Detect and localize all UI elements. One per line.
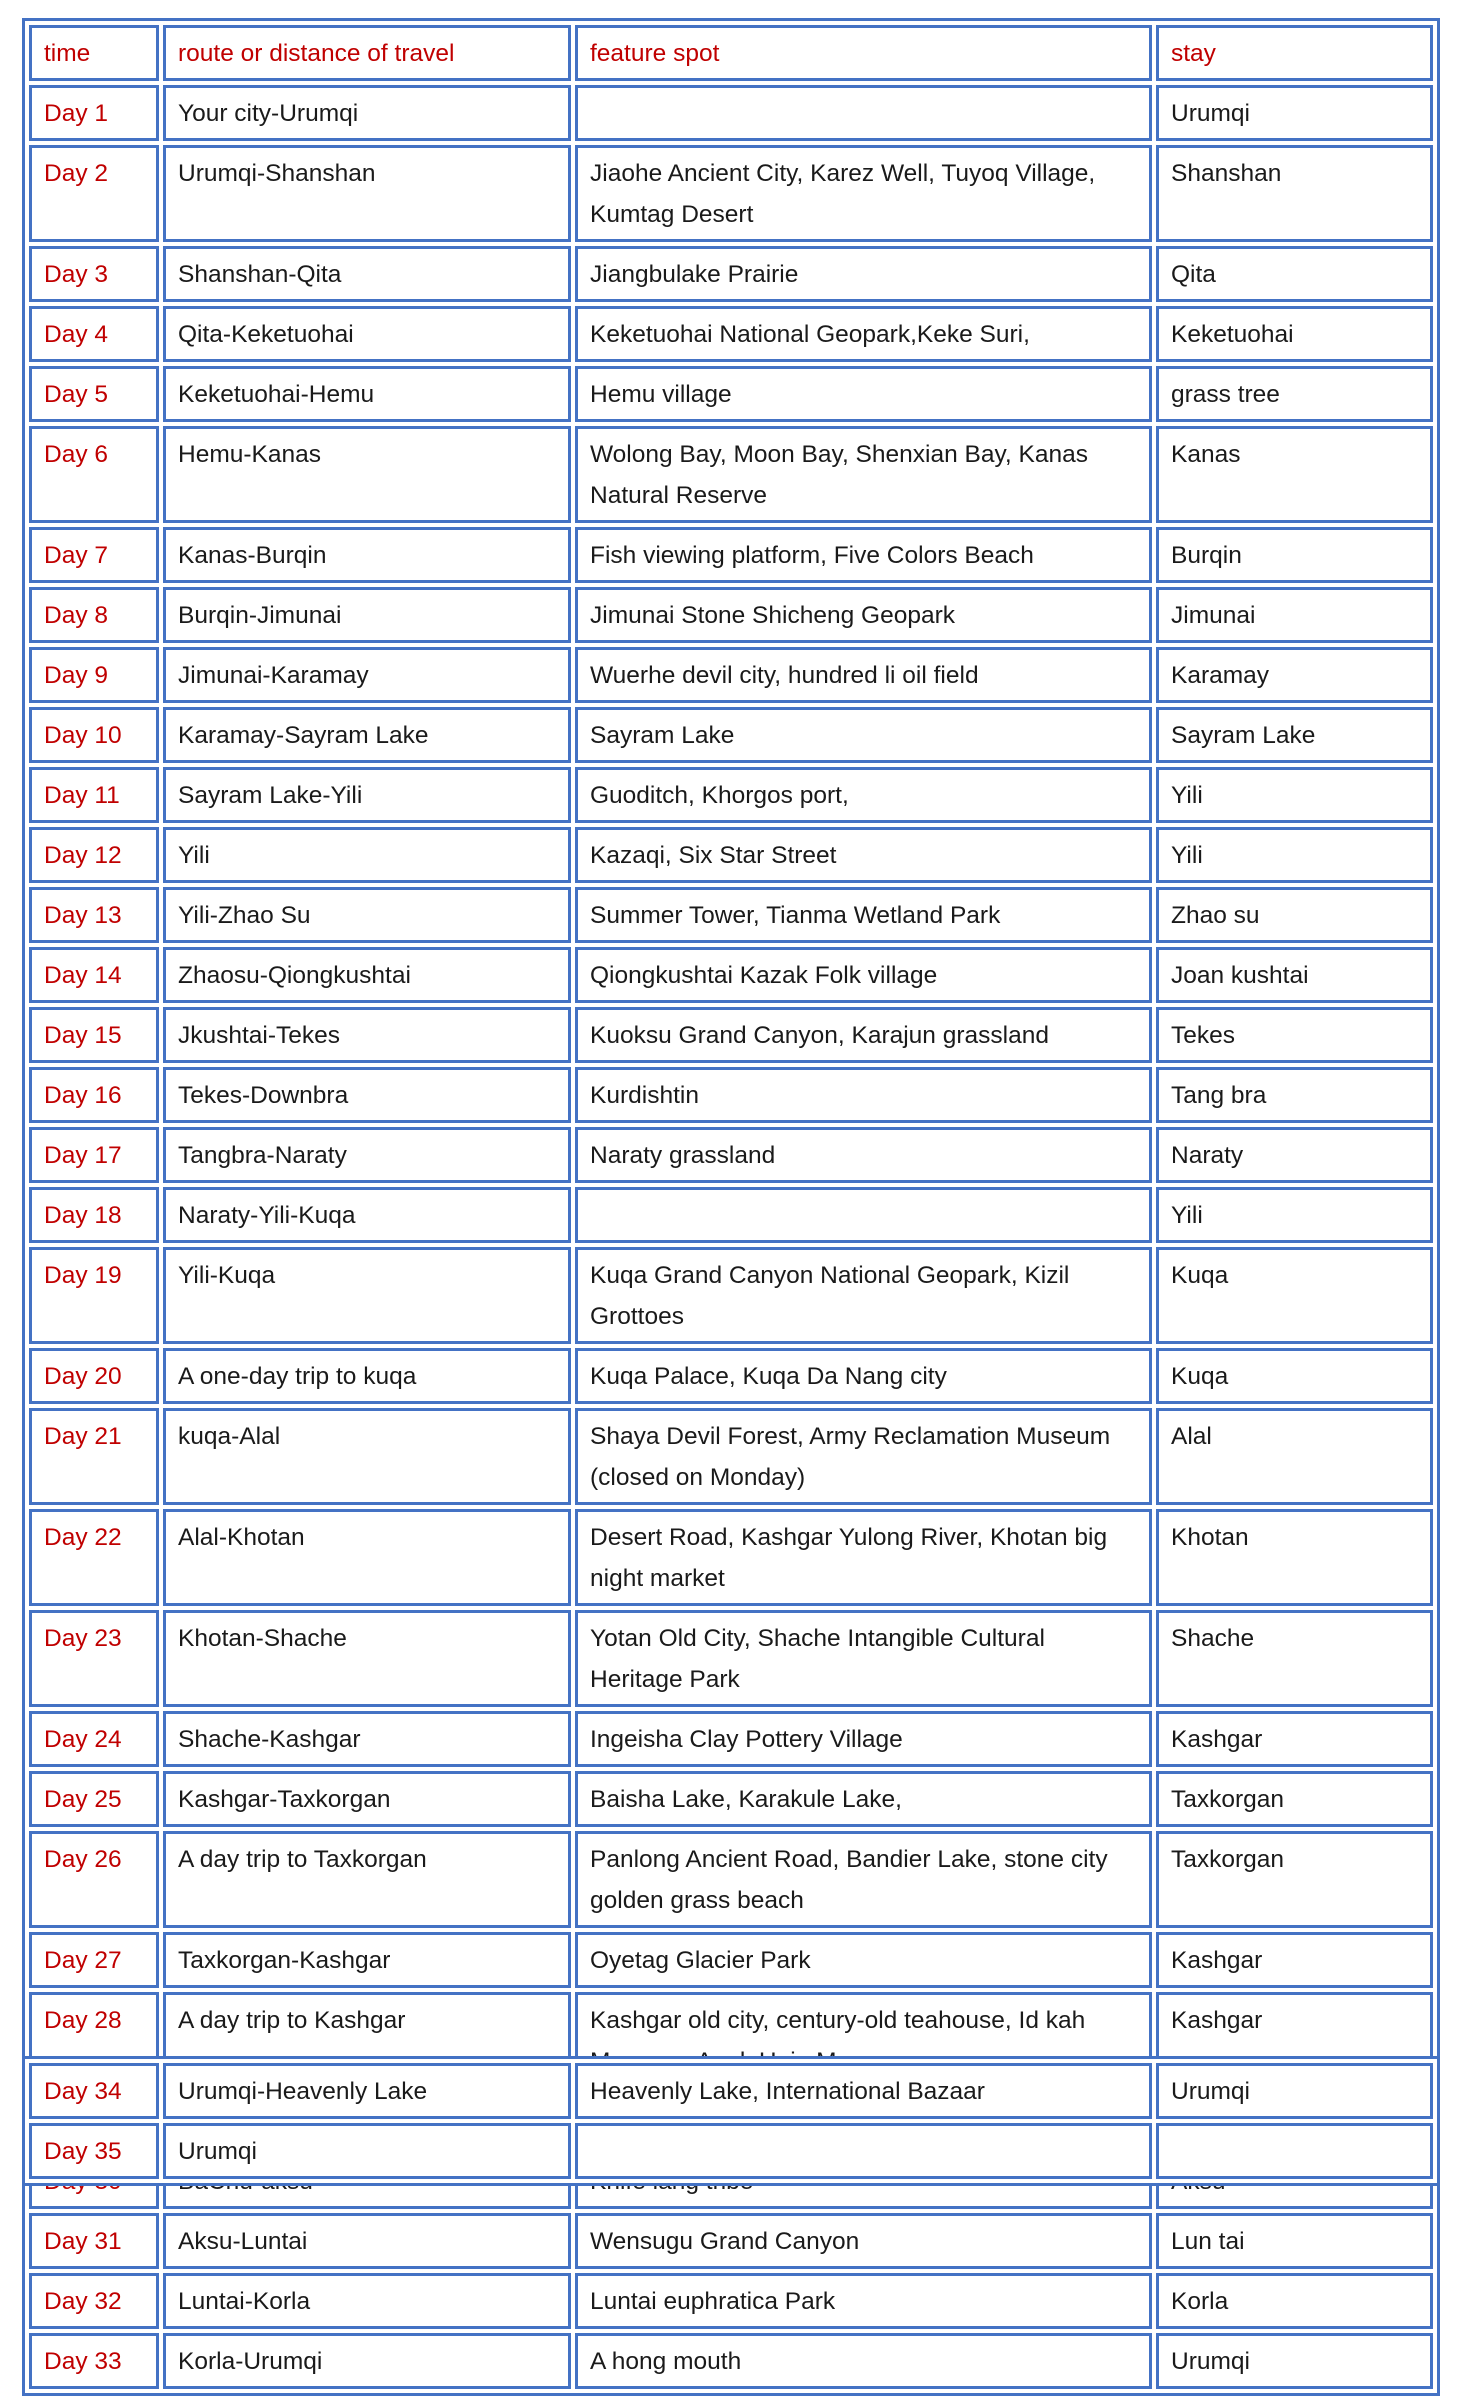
day-cell: Day 15	[29, 1007, 159, 1063]
route-cell: Yili	[163, 827, 571, 883]
route-cell: Tangbra-Naraty	[163, 1127, 571, 1183]
stay-cell: Karamay	[1156, 647, 1433, 703]
stay-cell: Alal	[1156, 1408, 1433, 1505]
table-row	[29, 1348, 1433, 1404]
table-row	[29, 1509, 1433, 1606]
day-cell: Day 3	[29, 246, 159, 302]
route-cell: Alal-Khotan	[163, 1509, 571, 1606]
table-row	[29, 647, 1433, 703]
spot-cell: Panlong Ancient Road, Bandier Lake, stone city golden grass beach	[575, 1831, 1152, 1928]
spot-cell: Yotan Old City, Shache Intangible Cultural Heritage Park	[575, 1610, 1152, 1707]
route-cell: Kashgar-Taxkorgan	[163, 1771, 571, 1827]
day-cell: Day 16	[29, 1067, 159, 1123]
route-cell: Korla-Urumqi	[163, 2333, 571, 2389]
route-cell: Hemu-Kanas	[163, 426, 571, 523]
table-row	[29, 1408, 1433, 1505]
header-time: time	[29, 25, 159, 81]
route-cell: Luntai-Korla	[163, 2273, 571, 2329]
spot-cell: Kuqa Grand Canyon National Geopark, Kizil Grottoes	[575, 1247, 1152, 1344]
route-cell: Shanshan-Qita	[163, 246, 571, 302]
table-row	[29, 366, 1433, 422]
table-row	[29, 527, 1433, 583]
day-cell: Day 32	[29, 2273, 159, 2329]
stay-cell: Qita	[1156, 246, 1433, 302]
header-row	[29, 25, 1433, 81]
route-cell: Sayram Lake-Yili	[163, 767, 571, 823]
route-cell: Urumqi	[163, 2123, 571, 2179]
stay-cell: Yili	[1156, 827, 1433, 883]
table-row	[29, 1247, 1433, 1344]
spot-cell: A hong mouth	[575, 2333, 1152, 2389]
spot-cell: Oyetag Glacier Park	[575, 1932, 1152, 1988]
table-row	[29, 1932, 1433, 1988]
stay-cell: Keketuohai	[1156, 306, 1433, 362]
table-row	[29, 1711, 1433, 1767]
route-cell: Urumqi-Heavenly Lake	[163, 2063, 571, 2119]
day-cell: Day 8	[29, 587, 159, 643]
day-cell: Day 26	[29, 1831, 159, 1928]
day-cell: Day 23	[29, 1610, 159, 1707]
spot-cell	[575, 1187, 1152, 1243]
stay-cell: Kuqa	[1156, 1247, 1433, 1344]
stay-cell: Yili	[1156, 1187, 1433, 1243]
route-cell: Tekes-Downbra	[163, 1067, 571, 1123]
table-row	[29, 767, 1433, 823]
day-cell: Day 7	[29, 527, 159, 583]
day-cell: Day 6	[29, 426, 159, 523]
stay-cell: Zhao su	[1156, 887, 1433, 943]
table-row	[29, 2063, 1433, 2119]
spot-cell: Luntai euphratica Park	[575, 2273, 1152, 2329]
stay-cell: Naraty	[1156, 1127, 1433, 1183]
day-cell: Day 2	[29, 145, 159, 242]
spot-cell: Wensugu Grand Canyon	[575, 2213, 1152, 2269]
table-row	[29, 2273, 1433, 2329]
stay-cell: Kashgar	[1156, 1711, 1433, 1767]
stay-cell: Sayram Lake	[1156, 707, 1433, 763]
route-cell: Kanas-Burqin	[163, 527, 571, 583]
route-cell: A one-day trip to kuqa	[163, 1348, 571, 1404]
stay-cell: Lun tai	[1156, 2213, 1433, 2269]
day-cell: Day 18	[29, 1187, 159, 1243]
spot-cell: Hemu village	[575, 366, 1152, 422]
header-spot: feature spot	[575, 25, 1152, 81]
table-row	[29, 587, 1433, 643]
table-row	[29, 426, 1433, 523]
spot-cell: Qiongkushtai Kazak Folk village	[575, 947, 1152, 1003]
spot-cell: Fish viewing platform, Five Colors Beach	[575, 527, 1152, 583]
table-row	[29, 2213, 1433, 2269]
spot-cell: Summer Tower, Tianma Wetland Park	[575, 887, 1152, 943]
route-cell: Yili-Zhao Su	[163, 887, 571, 943]
stay-cell	[1156, 2123, 1433, 2179]
itinerary-table-continued	[22, 2056, 1440, 2186]
spot-cell: Desert Road, Kashgar Yulong River, Khotan big night market	[575, 1509, 1152, 1606]
route-cell: Jkushtai-Tekes	[163, 1007, 571, 1063]
day-cell: Day 10	[29, 707, 159, 763]
day-cell: Day 27	[29, 1932, 159, 1988]
table-row	[29, 1007, 1433, 1063]
day-cell: Day 21	[29, 1408, 159, 1505]
itinerary-table	[22, 18, 1440, 2396]
spot-cell	[575, 85, 1152, 141]
day-cell: Day 34	[29, 2063, 159, 2119]
spot-cell: Jiaohe Ancient City, Karez Well, Tuyoq Village, Kumtag Desert	[575, 145, 1152, 242]
route-cell: Taxkorgan-Kashgar	[163, 1932, 571, 1988]
stay-cell: Yili	[1156, 767, 1433, 823]
spot-cell	[575, 2123, 1152, 2179]
stay-cell: Taxkorgan	[1156, 1831, 1433, 1928]
table-row	[29, 2333, 1433, 2389]
stay-cell: Urumqi	[1156, 2333, 1433, 2389]
table-row	[29, 1187, 1433, 1243]
day-cell: Day 33	[29, 2333, 159, 2389]
spot-cell: Kuoksu Grand Canyon, Karajun grassland	[575, 1007, 1152, 1063]
stay-cell: Kashgar	[1156, 1992, 1433, 2089]
header-stay: stay	[1156, 25, 1433, 81]
day-cell: Day 24	[29, 1711, 159, 1767]
spot-cell: Jimunai Stone Shicheng Geopark	[575, 587, 1152, 643]
stay-cell: Taxkorgan	[1156, 1771, 1433, 1827]
stay-cell: Tekes	[1156, 1007, 1433, 1063]
table-row	[29, 246, 1433, 302]
route-cell: Naraty-Yili-Kuqa	[163, 1187, 571, 1243]
spot-cell: Baisha Lake, Karakule Lake,	[575, 1771, 1152, 1827]
stay-cell: Kashgar	[1156, 1932, 1433, 1988]
spot-cell: Jiangbulake Prairie	[575, 246, 1152, 302]
day-cell: Day 20	[29, 1348, 159, 1404]
route-cell: Keketuohai-Hemu	[163, 366, 571, 422]
stay-cell: Kanas	[1156, 426, 1433, 523]
route-cell: Zhaosu-Qiongkushtai	[163, 947, 571, 1003]
day-cell: Day 14	[29, 947, 159, 1003]
spot-cell: Wuerhe devil city, hundred li oil field	[575, 647, 1152, 703]
route-cell: Jimunai-Karamay	[163, 647, 571, 703]
stay-cell: Shanshan	[1156, 145, 1433, 242]
stay-cell: Khotan	[1156, 1509, 1433, 1606]
route-cell: Shache-Kashgar	[163, 1711, 571, 1767]
spot-cell: Kurdishtin	[575, 1067, 1152, 1123]
spot-cell: Wolong Bay, Moon Bay, Shenxian Bay, Kanas Natural Reserve	[575, 426, 1152, 523]
day-cell: Day 19	[29, 1247, 159, 1344]
day-cell: Day 35	[29, 2123, 159, 2179]
table-row	[29, 2123, 1433, 2179]
day-cell: Day 31	[29, 2213, 159, 2269]
table-row	[29, 85, 1433, 141]
route-cell: Burqin-Jimunai	[163, 587, 571, 643]
day-cell: Day 4	[29, 306, 159, 362]
stay-cell: Kuqa	[1156, 1348, 1433, 1404]
table-row	[29, 306, 1433, 362]
stay-cell: Jimunai	[1156, 587, 1433, 643]
spot-cell: Sayram Lake	[575, 707, 1152, 763]
header-route: route or distance of travel	[163, 25, 571, 81]
day-cell: Day 9	[29, 647, 159, 703]
spot-cell: Keketuohai National Geopark,Keke Suri,	[575, 306, 1152, 362]
route-cell: Urumqi-Shanshan	[163, 145, 571, 242]
table-row	[29, 947, 1433, 1003]
day-cell: Day 11	[29, 767, 159, 823]
day-cell: Day 5	[29, 366, 159, 422]
spot-cell: Heavenly Lake, International Bazaar	[575, 2063, 1152, 2119]
route-cell: A day trip to Kashgar	[163, 1992, 571, 2089]
day-cell: Day 1	[29, 85, 159, 141]
route-cell: Aksu-Luntai	[163, 2213, 571, 2269]
spot-cell: Kazaqi, Six Star Street	[575, 827, 1152, 883]
spot-cell: Ingeisha Clay Pottery Village	[575, 1711, 1152, 1767]
stay-cell: Urumqi	[1156, 2063, 1433, 2119]
stay-cell: Korla	[1156, 2273, 1433, 2329]
route-cell: Qita-Keketuohai	[163, 306, 571, 362]
stay-cell: Joan kushtai	[1156, 947, 1433, 1003]
stay-cell: grass tree	[1156, 366, 1433, 422]
day-cell: Day 28	[29, 1992, 159, 2089]
stay-cell: Tang bra	[1156, 1067, 1433, 1123]
stay-cell: Urumqi	[1156, 85, 1433, 141]
day-cell: Day 13	[29, 887, 159, 943]
stay-cell: Burqin	[1156, 527, 1433, 583]
route-cell: Yili-Kuqa	[163, 1247, 571, 1344]
table-row	[29, 1831, 1433, 1928]
route-cell: A day trip to Taxkorgan	[163, 1831, 571, 1928]
table-row	[29, 707, 1433, 763]
spot-cell: Kashgar old city, century-old teahouse, Id kah	[575, 1992, 1152, 2089]
spot-cell: Guoditch, Khorgos port,	[575, 767, 1152, 823]
day-cell: Day 25	[29, 1771, 159, 1827]
table-row	[29, 145, 1433, 242]
route-cell: Karamay-Sayram Lake	[163, 707, 571, 763]
route-cell: Your city-Urumqi	[163, 85, 571, 141]
day-cell: Day 12	[29, 827, 159, 883]
table-row	[29, 1771, 1433, 1827]
spot-cell: Kuqa Palace, Kuqa Da Nang city	[575, 1348, 1152, 1404]
table-row	[29, 1127, 1433, 1183]
spot-cell: Shaya Devil Forest, Army Reclamation Museum (closed on Monday)	[575, 1408, 1152, 1505]
table-row	[29, 887, 1433, 943]
stay-cell: Shache	[1156, 1610, 1433, 1707]
day-cell: Day 22	[29, 1509, 159, 1606]
table-row	[29, 1067, 1433, 1123]
day-cell: Day 17	[29, 1127, 159, 1183]
spot-cell: Naraty grassland	[575, 1127, 1152, 1183]
table-row	[29, 827, 1433, 883]
route-cell: Khotan-Shache	[163, 1610, 571, 1707]
route-cell: kuqa-Alal	[163, 1408, 571, 1505]
table-row	[29, 1610, 1433, 1707]
